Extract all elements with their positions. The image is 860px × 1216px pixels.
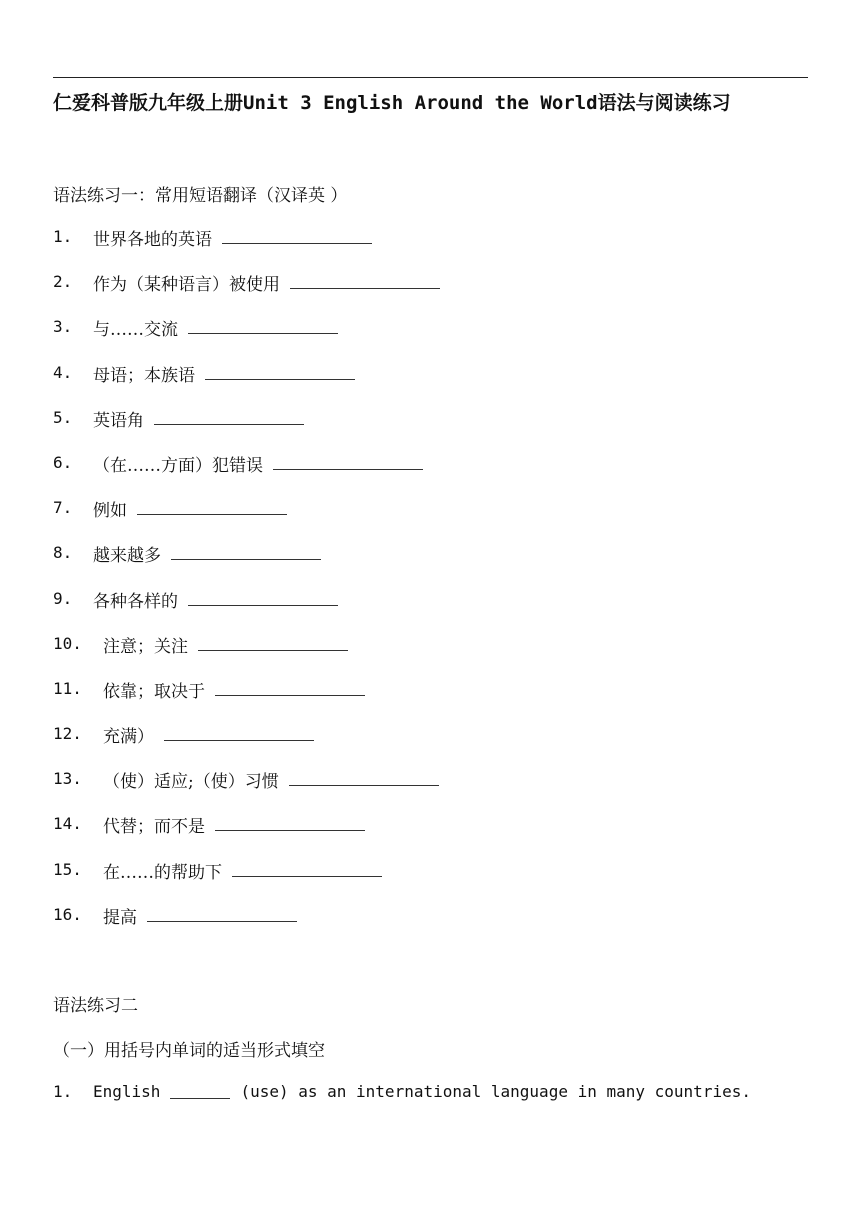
item-phrase: 代替；而不是 — [103, 817, 205, 838]
exercise-text-after: (use) as an international language in many countries. — [240, 1082, 751, 1101]
list-item — [53, 361, 813, 406]
item-phrase: 充满） — [103, 727, 154, 748]
item-number: 2. — [53, 272, 73, 292]
exercise-number: 1. — [53, 1082, 73, 1101]
item-phrase: 英语角 — [93, 410, 144, 431]
item-number: 10. — [53, 633, 82, 653]
list-item — [53, 541, 813, 586]
item-phrase: 依靠；取决于 — [103, 681, 205, 702]
item-number: 8. — [53, 543, 73, 563]
answer-blank[interactable] — [147, 903, 297, 922]
item-number: 11. — [53, 678, 82, 698]
answer-blank[interactable] — [222, 225, 372, 244]
answer-blank[interactable] — [215, 812, 365, 831]
item-phrase: 各种各样的 — [93, 591, 178, 612]
section1-heading: 语法练习一：常用短语翻译（汉译英 ） — [53, 186, 348, 206]
answer-blank[interactable] — [164, 722, 314, 741]
list-item — [53, 587, 813, 632]
item-phrase: 提高 — [103, 907, 137, 928]
item-phrase: 在……的帮助下 — [103, 862, 222, 883]
item-phrase: 母语；本族语 — [93, 365, 195, 386]
list-item — [53, 270, 813, 315]
answer-blank[interactable] — [137, 496, 287, 515]
item-number: 14. — [53, 814, 82, 834]
section2-heading: 语法练习二 — [53, 996, 138, 1016]
answer-blank[interactable] — [171, 541, 321, 560]
item-number: 15. — [53, 859, 82, 879]
answer-blank[interactable] — [198, 632, 348, 651]
item-number: 9. — [53, 588, 73, 608]
answer-blank[interactable] — [188, 315, 338, 334]
list-item — [53, 451, 813, 496]
exercise-text-before: English — [93, 1082, 161, 1101]
item-number: 4. — [53, 362, 73, 382]
item-number: 7. — [53, 498, 73, 518]
list-item — [53, 225, 813, 270]
item-number: 3. — [53, 317, 73, 337]
list-item — [53, 722, 813, 767]
item-phrase: 世界各地的英语 — [93, 230, 212, 250]
answer-blank[interactable] — [170, 1082, 230, 1099]
document-title: 仁爱科普版九年级上册Unit 3 English Around the World语法与阅读练习 — [53, 92, 731, 114]
answer-blank[interactable] — [188, 587, 338, 606]
answer-blank[interactable] — [290, 270, 440, 289]
list-item — [53, 315, 813, 360]
answer-blank[interactable] — [215, 677, 365, 696]
item-number: 12. — [53, 724, 82, 744]
section2-subheading: （一）用括号内单词的适当形式填空 — [53, 1041, 325, 1061]
item-number: 16. — [53, 904, 82, 924]
item-phrase: 注意；关注 — [103, 636, 188, 657]
list-item — [53, 632, 813, 677]
item-number: 5. — [53, 407, 73, 427]
item-phrase: （在……方面）犯错误 — [93, 455, 263, 476]
item-phrase: 越来越多 — [93, 546, 161, 567]
item-number: 13. — [53, 769, 82, 789]
answer-blank[interactable] — [232, 858, 382, 877]
answer-blank[interactable] — [205, 361, 355, 380]
header-rule — [53, 77, 808, 78]
item-phrase: 与……交流 — [93, 320, 178, 341]
list-item — [53, 812, 813, 857]
answer-blank[interactable] — [154, 406, 304, 425]
fill-in-exercise-1 — [53, 1082, 751, 1101]
item-number: 6. — [53, 452, 73, 472]
list-item — [53, 406, 813, 451]
item-phrase: 例如 — [93, 501, 127, 522]
answer-blank[interactable] — [289, 767, 439, 786]
phrase-translation-list — [53, 225, 813, 948]
item-phrase: （使）适应;（使）习惯 — [103, 772, 279, 793]
answer-blank[interactable] — [273, 451, 423, 470]
list-item — [53, 496, 813, 541]
list-item — [53, 903, 813, 948]
list-item — [53, 858, 813, 903]
item-phrase: 作为（某种语言）被使用 — [93, 275, 280, 296]
item-number: 1. — [53, 227, 73, 246]
list-item — [53, 677, 813, 722]
list-item — [53, 767, 813, 812]
